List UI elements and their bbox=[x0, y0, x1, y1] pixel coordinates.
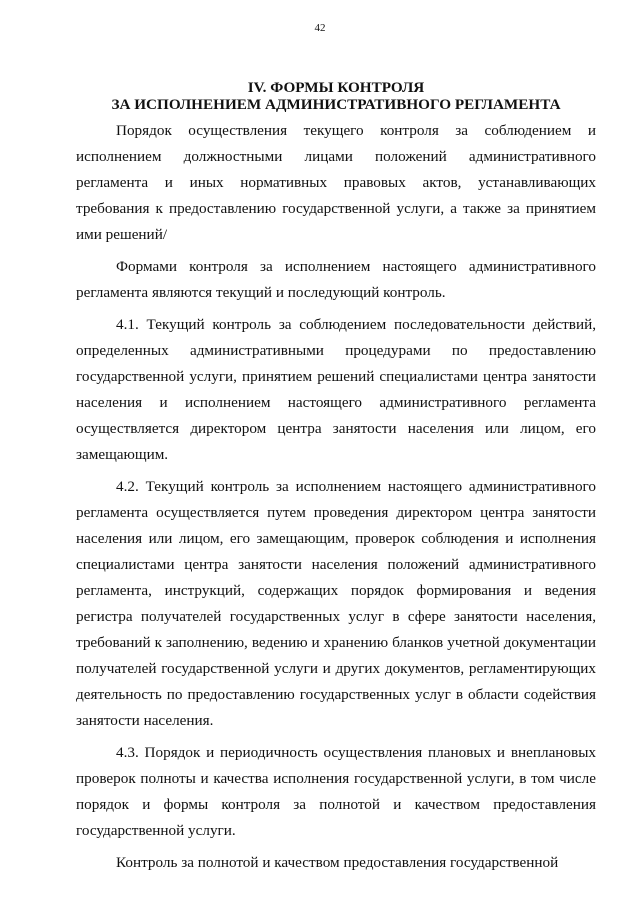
paragraph-control-procedure: Порядок осуществления текущего контроля за соблюдением и исполнением должностными лицами положений административного регламента и иных нормативных правовых актов, устанавливающих требования к предоставлению государственной услуги, а также за принятием ими решений/ bbox=[76, 122, 596, 243]
paragraph-4-1: 4.1. Текущий контроль за соблюдением последовательности действий, определенных административными процедурами по предоставлению государственной услуги, принятием решений специалистами центра занятости населения и исполнением настоящего административного регламента осуществляется директором центра занятости населения или лицом, его замещающим. bbox=[76, 316, 596, 463]
section-heading bbox=[76, 79, 596, 113]
paragraph-4-2: 4.2. Текущий контроль за исполнением настоящего административного регламента осуществляется путем проведения директором центра занятости населения или лицом, его замещающим, проверок соблюдения и исполнения специалистами центра занятости населения положений административного регламента, инструкций, содержащих порядок формирования и ведения регистра получателей государственных услуг в сфере занятости населения, требований к заполнению, ведению и хранению бланков учетной документации получателей государственной услуги и других документов, регламентирующих деятельность по предоставлению государственных услуг в области содействия занятости населения. bbox=[76, 478, 596, 729]
page-body bbox=[76, 118, 596, 876]
page-number: 42 bbox=[314, 22, 326, 34]
paragraph-control-forms: Формами контроля за исполнением настоящего административного регламента являются текущий и последующий контроль. bbox=[76, 258, 596, 301]
section-title-line-2: ЗА ИСПОЛНЕНИЕМ АДМИНИСТРАТИВНОГО РЕГЛАМЕНТА bbox=[111, 96, 561, 113]
paragraph-quality-control: Контроль за полнотой и качеством предоставления государственной bbox=[116, 854, 559, 871]
section-title-line-1: IV. ФОРМЫ КОНТРОЛЯ bbox=[247, 79, 425, 96]
paragraph-4-3: 4.3. Порядок и периодичность осуществления плановых и внеплановых проверок полноты и качества исполнения государственной услуги, в том числе порядок и формы контроля за полнотой и качеством предоставления государственной услуги. bbox=[76, 744, 596, 839]
